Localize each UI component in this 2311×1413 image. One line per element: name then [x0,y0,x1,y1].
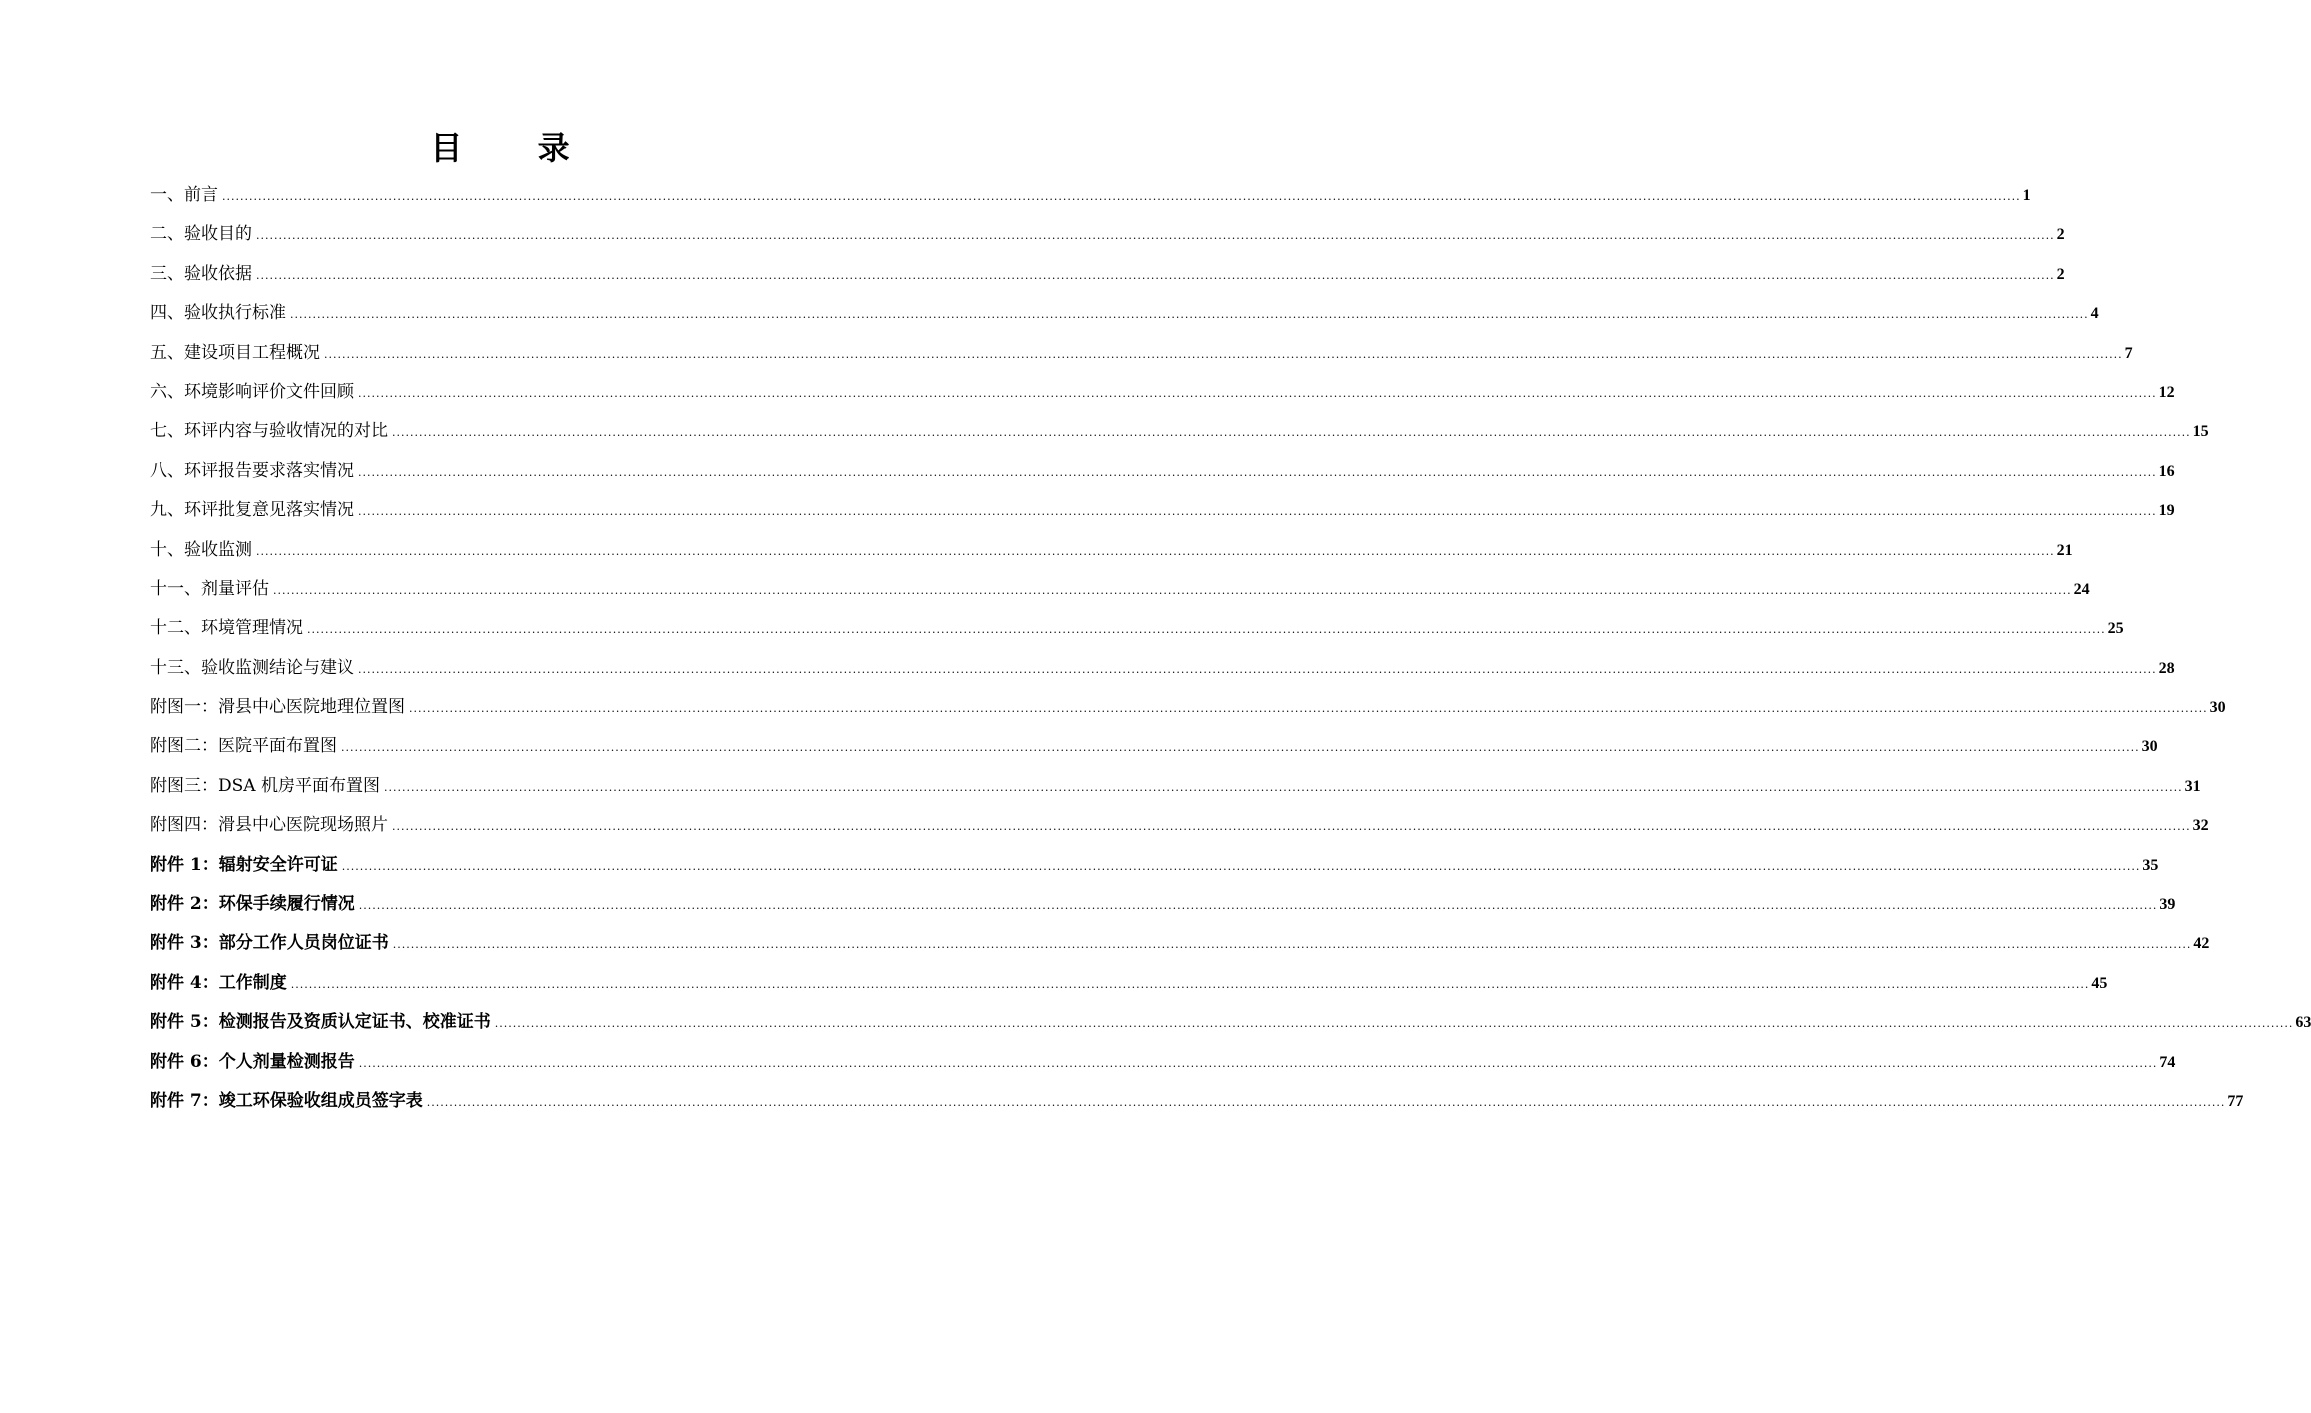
toc-entry[interactable] [150,688,2226,727]
toc-entry-page-number: 15 [2192,423,2209,441]
toc-dot-leader: ................................................................................................................................................................................................................................................................................................................................................................................................................ [307,623,2106,637]
toc-entry[interactable] [150,452,2175,491]
toc-entry-page-number: 2 [2056,226,2065,244]
toc-entry-label: 九、环评批复意见落实情况 [150,500,354,521]
toc-dot-leader: ................................................................................................................................................................................................................................................................................................................................................................................................................ [341,741,2140,755]
toc-dot-leader: ................................................................................................................................................................................................................................................................................................................................................................................................................ [383,780,2183,794]
toc-dot-leader: ................................................................................................................................................................................................................................................................................................................................................................................................................ [256,229,2055,243]
toc-entry-label: 十三、验收监测结论与建议 [150,657,354,678]
toc-entry[interactable] [150,885,2176,924]
toc-entry[interactable] [150,531,2073,570]
toc-dot-leader: ................................................................................................................................................................................................................................................................................................................................................................................................................ [358,1056,2158,1070]
toc-entry-label: 五、建设项目工程概况 [150,342,320,363]
toc-entry-label: 七、环评内容与验收情况的对比 [150,421,388,442]
toc-entry-page-number: 32 [2192,817,2209,835]
toc-entry-page-number: 16 [2158,462,2175,480]
toc-entry[interactable] [150,924,2210,963]
toc-dot-leader: ................................................................................................................................................................................................................................................................................................................................................................................................................ [409,702,2208,716]
toc-entry[interactable] [150,1082,2244,1121]
toc-dot-leader: ................................................................................................................................................................................................................................................................................................................................................................................................................ [358,465,2157,479]
toc-entry[interactable] [150,491,2175,530]
toc-entry[interactable] [150,176,2031,215]
page-title: 目 录 [430,129,602,167]
toc-entry-label: 十一、剂量评估 [150,578,269,599]
toc-entry-label: 六、环境影响评价文件回顾 [150,381,354,402]
toc-dot-leader: ................................................................................................................................................................................................................................................................................................................................................................................................................ [392,820,2191,834]
toc-dot-leader: ................................................................................................................................................................................................................................................................................................................................................................................................................ [290,308,2089,322]
toc-dot-leader: ................................................................................................................................................................................................................................................................................................................................................................................................................ [324,347,2123,361]
toc-entry-page-number: 30 [2209,699,2226,717]
toc-entry-page-number: 4 [2090,305,2099,323]
toc-entry-label: 八、环评报告要求落实情况 [150,460,354,481]
toc-dot-leader: ................................................................................................................................................................................................................................................................................................................................................................................................................ [426,1095,2226,1109]
toc-entry[interactable] [150,609,2124,648]
toc-entry[interactable] [150,806,2209,845]
toc-entry-page-number: 19 [2158,502,2175,520]
toc-entry[interactable] [150,215,2065,254]
toc-entry[interactable] [150,1003,2311,1042]
toc-entry-page-number: 45 [2091,974,2108,992]
toc-entry[interactable] [150,294,2099,333]
toc-entry[interactable] [150,334,2133,373]
toc-entry[interactable] [150,255,2065,294]
toc-entry[interactable] [150,846,2159,885]
toc-entry-label: 附件 2：环保手续履行情况 [150,894,355,915]
toc-entry-page-number: 1 [2022,187,2031,204]
toc-dot-leader: ................................................................................................................................................................................................................................................................................................................................................................................................................ [358,899,2158,913]
toc-dot-leader: ................................................................................................................................................................................................................................................................................................................................................................................................................ [290,977,2090,991]
toc-entry-page-number: 28 [2158,659,2175,677]
toc-entry-page-number: 63 [2295,1014,2311,1032]
toc-entry-label: 二、验收目的 [150,224,252,245]
toc-entry-label: 附图四：滑县中心医院现场照片 [150,815,388,836]
toc-entry-page-number: 77 [2227,1092,2244,1110]
toc-entry-label: 三、验收依据 [150,263,252,284]
toc-entry-page-number: 25 [2107,620,2124,638]
toc-dot-leader: ................................................................................................................................................................................................................................................................................................................................................................................................................ [392,938,2192,952]
toc-entry-page-number: 7 [2124,344,2133,362]
toc-dot-leader: ................................................................................................................................................................................................................................................................................................................................................................................................................ [341,859,2141,873]
toc-entry-label: 附件 5：检测报告及资质认定证书、校准证书 [150,1012,491,1033]
toc-entry-page-number: 24 [2073,580,2090,598]
toc-dot-leader: ................................................................................................................................................................................................................................................................................................................................................................................................................ [358,662,2157,676]
toc-entry-label: 十二、环境管理情况 [150,618,303,639]
toc-entry-label: 附件 1：辐射安全许可证 [150,854,338,875]
toc-entry[interactable] [150,1043,2176,1082]
toc-entry[interactable] [150,727,2158,766]
toc-entry[interactable] [150,570,2090,609]
table-of-contents [150,176,2311,1121]
toc-dot-leader: ................................................................................................................................................................................................................................................................................................................................................................................................................ [358,386,2157,400]
toc-dot-leader: ................................................................................................................................................................................................................................................................................................................................................................................................................ [494,1017,2294,1031]
toc-entry-page-number: 39 [2159,896,2176,914]
toc-entry-label: 四、验收执行标准 [150,303,286,324]
toc-entry-label: 一、前言 [150,185,218,205]
toc-entry-page-number: 30 [2141,738,2158,756]
toc-entry-page-number: 2 [2056,265,2065,283]
toc-entry[interactable] [150,373,2175,412]
toc-entry-page-number: 74 [2159,1053,2176,1071]
toc-dot-leader: ................................................................................................................................................................................................................................................................................................................................................................................................................ [358,505,2157,519]
toc-entry-label: 附图一：滑县中心医院地理位置图 [150,697,405,718]
toc-entry-page-number: 42 [2193,935,2210,953]
toc-entry-page-number: 12 [2158,383,2175,401]
toc-dot-leader: ................................................................................................................................................................................................................................................................................................................................................................................................................ [256,268,2055,282]
toc-entry[interactable] [150,649,2175,688]
toc-entry-label: 十、验收监测 [150,539,252,560]
toc-entry[interactable] [150,767,2201,806]
toc-entry-page-number: 31 [2184,777,2201,795]
toc-dot-leader: ................................................................................................................................................................................................................................................................................................................................................................................................................ [256,544,2055,558]
toc-entry[interactable] [150,964,2108,1003]
toc-entry-label: 附件 7：竣工环保验收组成员签字表 [150,1090,423,1111]
toc-entry[interactable] [150,412,2209,451]
toc-entry-label: 附件 3：部分工作人员岗位证书 [150,933,389,954]
toc-dot-leader: ................................................................................................................................................................................................................................................................................................................................................................................................................ [273,583,2072,597]
toc-dot-leader: ................................................................................................................................................................................................................................................................................................................................................................................................................ [222,190,2021,203]
toc-entry-page-number: 21 [2056,541,2073,559]
toc-entry-label: 附图三：DSA 机房平面布置图 [150,775,380,796]
toc-entry-label: 附件 6：个人剂量检测报告 [150,1051,355,1072]
toc-entry-page-number: 35 [2142,856,2159,874]
toc-entry-label: 附图二：医院平面布置图 [150,736,337,757]
toc-dot-leader: ................................................................................................................................................................................................................................................................................................................................................................................................................ [392,426,2191,440]
toc-entry-label: 附件 4：工作制度 [150,972,287,993]
